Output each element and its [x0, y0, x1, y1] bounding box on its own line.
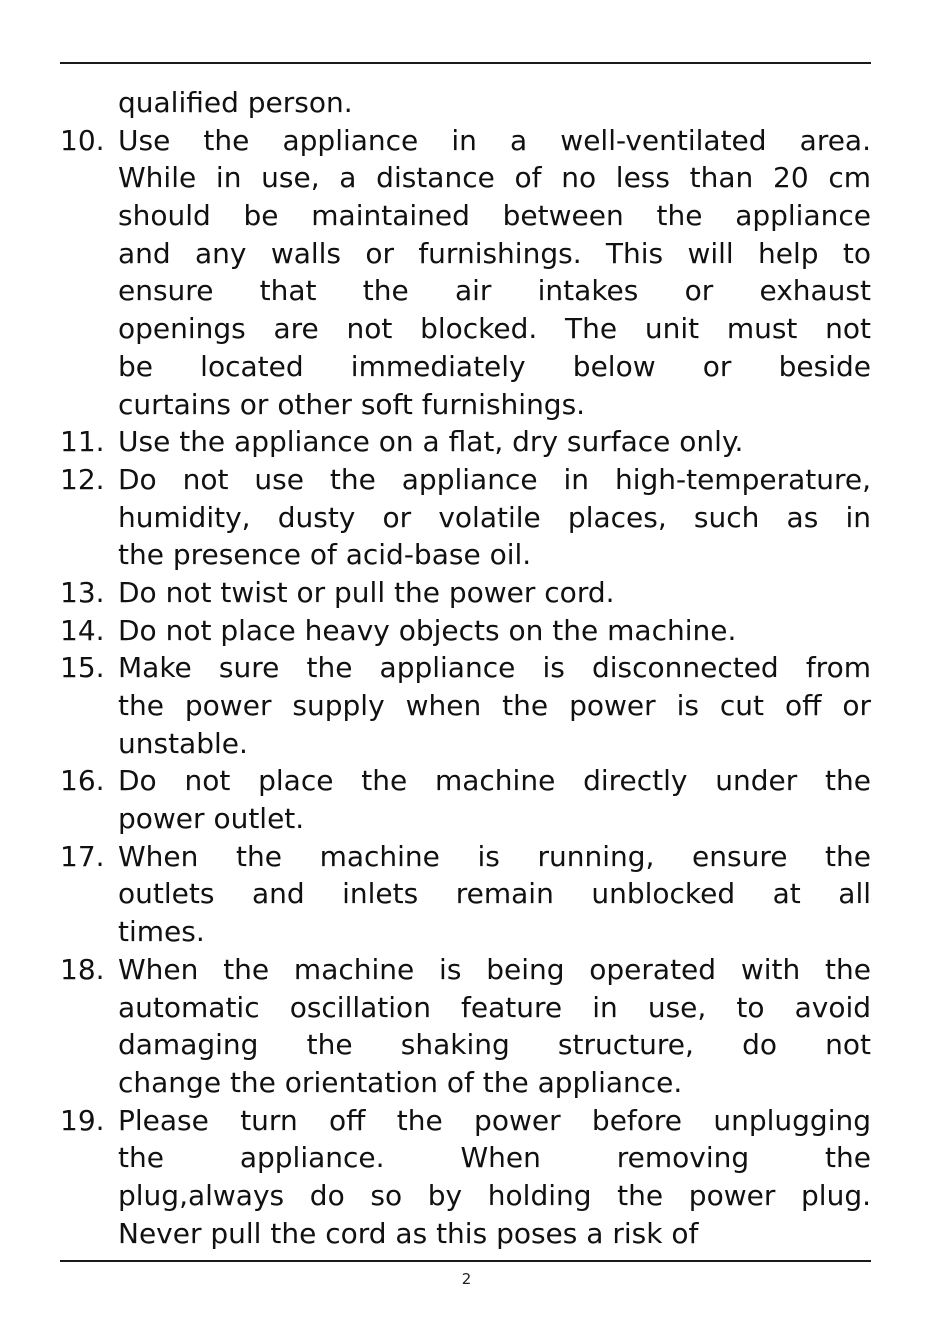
line-text: Do not use the appliance in high-temperature,	[118, 462, 871, 496]
item-number: 17.	[60, 839, 105, 873]
text-line	[60, 197, 871, 235]
line-text: When the machine is running, ensure the	[118, 839, 871, 873]
text-line	[60, 499, 871, 537]
line-text: the appliance. When removing the	[118, 1141, 871, 1175]
line-text: plug,always do so by holding the power plug.	[118, 1178, 871, 1212]
text-line	[60, 725, 871, 763]
line-text: ensure that the air intakes or exhaust	[118, 274, 871, 308]
line-text: While in use, a distance of no less than 20 cm	[118, 161, 871, 195]
line-text: Do not place heavy objects on the machine.	[118, 613, 737, 647]
top-rule	[60, 62, 871, 64]
text-line	[60, 612, 871, 650]
line-text: Use the appliance in a well-ventilated area.	[118, 123, 871, 157]
line-text: Use the appliance on a flat, dry surface only.	[118, 425, 744, 459]
text-line	[60, 800, 871, 838]
line-text: be located immediately below or beside	[118, 349, 871, 383]
page-number: 2	[461, 1270, 472, 1288]
text-line	[60, 235, 871, 273]
item-number: 11.	[60, 425, 105, 459]
text-line	[60, 159, 871, 197]
text-line	[60, 310, 871, 348]
instructions-list	[60, 84, 871, 1252]
text-line	[60, 1102, 871, 1140]
line-text: Please turn off the power before unplugging	[118, 1103, 871, 1137]
item-number: 19.	[60, 1103, 105, 1137]
text-line	[60, 687, 871, 725]
item-number: 13.	[60, 575, 105, 609]
line-text: should be maintained between the appliance	[118, 199, 871, 233]
item-number: 10.	[60, 123, 105, 157]
line-text: curtains or other soft furnishings.	[118, 387, 586, 421]
item-number: 18.	[60, 952, 105, 986]
text-line	[60, 84, 871, 122]
text-line	[60, 348, 871, 386]
line-text: unstable.	[118, 726, 248, 760]
item-number: 16.	[60, 764, 105, 798]
text-line	[60, 574, 871, 612]
line-text: the power supply when the power is cut off or	[118, 689, 871, 722]
text-line	[60, 913, 871, 951]
line-text: power outlet.	[118, 802, 305, 836]
text-line	[60, 272, 871, 310]
line-text: When the machine is being operated with the	[118, 952, 871, 986]
text-line	[60, 1215, 871, 1253]
text-line	[60, 423, 871, 461]
line-text: qualified person.	[118, 86, 353, 119]
text-line	[60, 762, 871, 800]
text-line	[60, 1177, 871, 1215]
text-line	[60, 951, 871, 989]
line-text: Do not twist or pull the power cord.	[118, 575, 615, 609]
text-line	[60, 122, 871, 160]
line-text: outlets and inlets remain unblocked at all	[118, 877, 871, 911]
line-text: humidity, dusty or volatile places, such as in	[118, 500, 871, 534]
item-number: 12.	[60, 462, 105, 496]
text-line	[60, 838, 871, 876]
bottom-rule	[60, 1260, 871, 1262]
line-text: Never pull the cord as this poses a risk of	[118, 1216, 699, 1250]
line-text: change the orientation of the appliance.	[118, 1065, 683, 1099]
line-text: and any walls or furnishings. This will help to	[118, 236, 871, 270]
text-line	[60, 875, 871, 913]
text-line	[60, 1139, 871, 1177]
line-text: Make sure the appliance is disconnected from	[118, 651, 871, 685]
text-line	[60, 649, 871, 687]
text-line	[60, 1026, 871, 1064]
text-line	[60, 1064, 871, 1102]
line-text: Do not place the machine directly under the	[118, 764, 871, 798]
text-line	[60, 461, 871, 499]
item-number: 15.	[60, 651, 105, 685]
line-text: openings are not blocked. The unit must not	[118, 312, 871, 346]
line-text: damaging the shaking structure, do not	[118, 1028, 871, 1062]
text-line	[60, 989, 871, 1027]
line-text: times.	[118, 915, 205, 949]
text-line	[60, 386, 871, 424]
line-text: automatic oscillation feature in use, to avoid	[118, 990, 871, 1024]
line-text: the presence of acid-base oil.	[118, 538, 532, 572]
item-number: 14.	[60, 613, 105, 647]
text-line	[60, 536, 871, 574]
